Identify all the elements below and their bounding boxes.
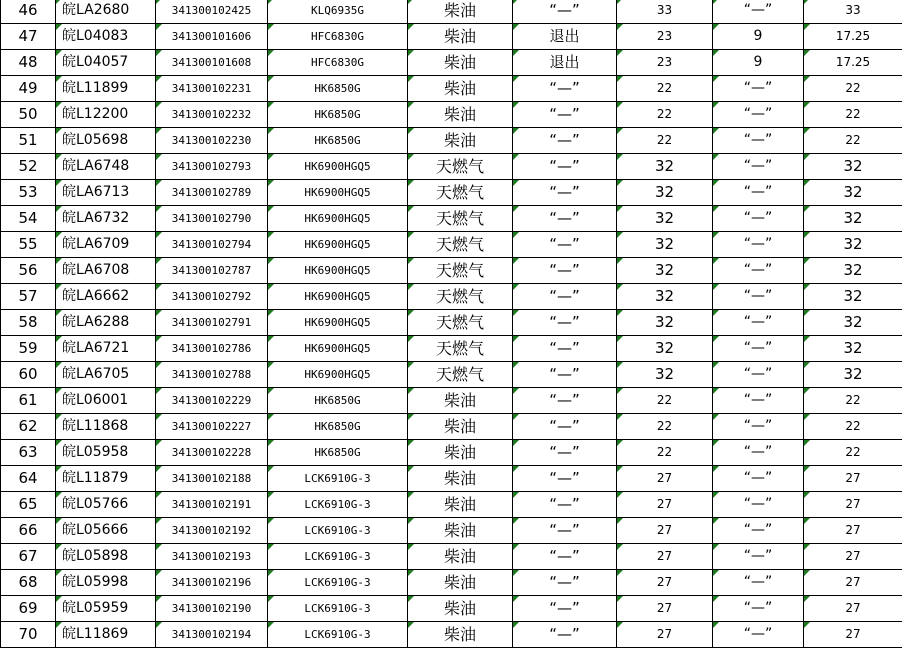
status-cell[interactable]: “—” [513, 466, 617, 492]
vehicle-code-cell[interactable]: 341300102194 [156, 622, 268, 648]
status-cell[interactable]: “—” [513, 388, 617, 414]
status-cell[interactable]: “—” [513, 622, 617, 648]
seats-cell[interactable]: 22 [617, 440, 713, 466]
vehicle-code-cell[interactable]: 341300102229 [156, 388, 268, 414]
plate-cell[interactable]: 皖L05959 [56, 596, 156, 622]
total-cell[interactable]: 22 [804, 128, 902, 154]
vehicle-code-cell[interactable]: 341300102231 [156, 76, 268, 102]
total-cell[interactable]: 32 [804, 180, 902, 206]
status-cell[interactable]: “—” [513, 310, 617, 336]
model-cell[interactable]: HK6850G [268, 388, 408, 414]
seats-cell[interactable]: 32 [617, 232, 713, 258]
table-row [1, 388, 902, 414]
exit-count-cell[interactable]: “—” [713, 128, 804, 154]
seats-cell[interactable]: 27 [617, 622, 713, 648]
plate-cell[interactable]: 皖L05698 [56, 128, 156, 154]
vehicle-code-cell[interactable]: 341300102792 [156, 284, 268, 310]
fuel-cell[interactable]: 柴油 [408, 596, 513, 622]
exit-count-cell[interactable]: “—” [713, 440, 804, 466]
table-row [1, 102, 902, 128]
fuel-cell[interactable]: 柴油 [408, 466, 513, 492]
exit-count-cell[interactable]: “—” [713, 362, 804, 388]
fuel-cell[interactable]: 柴油 [408, 414, 513, 440]
table-row [1, 622, 902, 648]
fuel-cell[interactable]: 柴油 [408, 622, 513, 648]
status-cell[interactable]: “—” [513, 570, 617, 596]
total-cell[interactable]: 33 [804, 0, 902, 24]
plate-cell[interactable]: 皖L11869 [56, 622, 156, 648]
fuel-cell[interactable]: 柴油 [408, 440, 513, 466]
table-row [1, 544, 902, 570]
status-cell[interactable]: 退出 [513, 50, 617, 76]
total-cell[interactable]: 22 [804, 76, 902, 102]
vehicle-code-cell[interactable]: 341300102196 [156, 570, 268, 596]
model-cell[interactable]: HK6850G [268, 414, 408, 440]
model-cell[interactable]: LCK6910G-3 [268, 570, 408, 596]
total-cell[interactable]: 22 [804, 102, 902, 128]
row-number-cell[interactable]: 65 [1, 492, 56, 518]
fuel-cell[interactable]: 天燃气 [408, 180, 513, 206]
seats-cell[interactable]: 27 [617, 492, 713, 518]
table-row [1, 232, 902, 258]
seats-cell[interactable]: 32 [617, 206, 713, 232]
table-row [1, 0, 902, 24]
plate-cell[interactable]: 皖LA6662 [56, 284, 156, 310]
vehicle-code-cell[interactable]: 341300102425 [156, 0, 268, 24]
status-cell[interactable]: “—” [513, 102, 617, 128]
vehicle-code-cell[interactable]: 341300102790 [156, 206, 268, 232]
fuel-cell[interactable]: 柴油 [408, 544, 513, 570]
vehicle-code-cell[interactable]: 341300102793 [156, 154, 268, 180]
row-number-cell[interactable]: 49 [1, 76, 56, 102]
vehicle-code-cell[interactable]: 341300102192 [156, 518, 268, 544]
fuel-cell[interactable]: 天燃气 [408, 206, 513, 232]
seats-cell[interactable]: 27 [617, 518, 713, 544]
exit-count-cell[interactable]: “—” [713, 336, 804, 362]
table-row [1, 310, 902, 336]
plate-cell[interactable]: 皖L04057 [56, 50, 156, 76]
model-cell[interactable]: HK6900HGQ5 [268, 362, 408, 388]
vehicle-code-cell[interactable]: 341300102191 [156, 492, 268, 518]
vehicle-code-cell[interactable]: 341300102791 [156, 310, 268, 336]
table-row [1, 24, 902, 50]
exit-count-cell[interactable]: “—” [713, 284, 804, 310]
seats-cell[interactable]: 22 [617, 102, 713, 128]
total-cell[interactable]: 17.25 [804, 50, 902, 76]
plate-cell[interactable]: 皖L05958 [56, 440, 156, 466]
total-cell[interactable]: 27 [804, 570, 902, 596]
seats-cell[interactable]: 22 [617, 414, 713, 440]
row-number-cell[interactable]: 61 [1, 388, 56, 414]
status-cell[interactable]: “—” [513, 154, 617, 180]
fuel-cell[interactable]: 柴油 [408, 50, 513, 76]
model-cell[interactable]: KLQ6935G [268, 0, 408, 24]
status-cell[interactable]: “—” [513, 544, 617, 570]
exit-count-cell[interactable]: “—” [713, 154, 804, 180]
table-row [1, 180, 902, 206]
vehicle-code-cell[interactable]: 341300102786 [156, 336, 268, 362]
table-row [1, 50, 902, 76]
total-cell[interactable]: 32 [804, 362, 902, 388]
model-cell[interactable]: HK6850G [268, 102, 408, 128]
table-row [1, 492, 902, 518]
table-row [1, 440, 902, 466]
row-number-cell[interactable]: 51 [1, 128, 56, 154]
table-row [1, 128, 902, 154]
vehicle-code-cell[interactable]: 341300102789 [156, 180, 268, 206]
exit-count-cell[interactable]: “—” [713, 518, 804, 544]
plate-cell[interactable]: 皖LA6709 [56, 232, 156, 258]
row-number-cell[interactable]: 47 [1, 24, 56, 50]
table-row [1, 76, 902, 102]
exit-count-cell[interactable]: “—” [713, 76, 804, 102]
vehicle-code-cell[interactable]: 341300102232 [156, 102, 268, 128]
total-cell[interactable]: 32 [804, 154, 902, 180]
fuel-cell[interactable]: 天燃气 [408, 362, 513, 388]
row-number-cell[interactable]: 60 [1, 362, 56, 388]
model-cell[interactable]: LCK6910G-3 [268, 544, 408, 570]
total-cell[interactable]: 17.25 [804, 24, 902, 50]
row-number-cell[interactable]: 53 [1, 180, 56, 206]
status-cell[interactable]: “—” [513, 284, 617, 310]
total-cell[interactable]: 32 [804, 232, 902, 258]
model-cell[interactable]: HK6850G [268, 128, 408, 154]
table-row [1, 596, 902, 622]
row-number-cell[interactable]: 70 [1, 622, 56, 648]
row-number-cell[interactable]: 69 [1, 596, 56, 622]
seats-cell[interactable]: 32 [617, 336, 713, 362]
seats-cell[interactable]: 23 [617, 24, 713, 50]
row-number-cell[interactable]: 46 [1, 0, 56, 24]
exit-count-cell[interactable]: “—” [713, 180, 804, 206]
status-cell[interactable]: “—” [513, 362, 617, 388]
fuel-cell[interactable]: 柴油 [408, 102, 513, 128]
total-cell[interactable]: 22 [804, 414, 902, 440]
vehicle-code-cell[interactable]: 341300102787 [156, 258, 268, 284]
seats-cell[interactable]: 22 [617, 128, 713, 154]
fuel-cell[interactable]: 天燃气 [408, 154, 513, 180]
row-number-cell[interactable]: 67 [1, 544, 56, 570]
row-number-cell[interactable]: 55 [1, 232, 56, 258]
total-cell[interactable]: 27 [804, 622, 902, 648]
total-cell[interactable]: 27 [804, 518, 902, 544]
seats-cell[interactable]: 27 [617, 544, 713, 570]
total-cell[interactable]: 22 [804, 388, 902, 414]
plate-cell[interactable]: 皖L11879 [56, 466, 156, 492]
status-cell[interactable]: “—” [513, 0, 617, 24]
fuel-cell[interactable]: 天燃气 [408, 336, 513, 362]
plate-cell[interactable]: 皖L04083 [56, 24, 156, 50]
total-cell[interactable]: 27 [804, 492, 902, 518]
model-cell[interactable]: HK6900HGQ5 [268, 232, 408, 258]
status-cell[interactable]: “—” [513, 232, 617, 258]
model-cell[interactable]: HK6900HGQ5 [268, 284, 408, 310]
total-cell[interactable]: 32 [804, 310, 902, 336]
status-cell[interactable]: “—” [513, 128, 617, 154]
vehicle-code-cell[interactable]: 341300102794 [156, 232, 268, 258]
plate-cell[interactable]: 皖L11899 [56, 76, 156, 102]
model-cell[interactable]: HK6900HGQ5 [268, 180, 408, 206]
fuel-cell[interactable]: 柴油 [408, 76, 513, 102]
model-cell[interactable]: HK6900HGQ5 [268, 336, 408, 362]
plate-cell[interactable]: 皖LA6705 [56, 362, 156, 388]
status-cell[interactable]: 退出 [513, 24, 617, 50]
total-cell[interactable]: 32 [804, 258, 902, 284]
fuel-cell[interactable]: 柴油 [408, 0, 513, 24]
exit-count-cell[interactable]: 9 [713, 50, 804, 76]
seats-cell[interactable]: 27 [617, 596, 713, 622]
table-row [1, 284, 902, 310]
fuel-cell[interactable]: 柴油 [408, 518, 513, 544]
plate-cell[interactable]: 皖LA6713 [56, 180, 156, 206]
total-cell[interactable]: 22 [804, 440, 902, 466]
status-cell[interactable]: “—” [513, 596, 617, 622]
exit-count-cell[interactable]: “—” [713, 466, 804, 492]
table-row [1, 362, 902, 388]
plate-cell[interactable]: 皖LA6288 [56, 310, 156, 336]
table-row [1, 258, 902, 284]
status-cell[interactable]: “—” [513, 336, 617, 362]
row-number-cell[interactable]: 54 [1, 206, 56, 232]
plate-cell[interactable]: 皖LA6721 [56, 336, 156, 362]
total-cell[interactable]: 32 [804, 336, 902, 362]
fuel-cell[interactable]: 柴油 [408, 570, 513, 596]
model-cell[interactable]: LCK6910G-3 [268, 596, 408, 622]
table-row [1, 570, 902, 596]
fuel-cell[interactable]: 柴油 [408, 128, 513, 154]
row-number-cell[interactable]: 66 [1, 518, 56, 544]
plate-cell[interactable]: 皖LA6748 [56, 154, 156, 180]
exit-count-cell[interactable]: “—” [713, 570, 804, 596]
status-cell[interactable]: “—” [513, 414, 617, 440]
fuel-cell[interactable]: 柴油 [408, 24, 513, 50]
exit-count-cell[interactable]: “—” [713, 492, 804, 518]
row-number-cell[interactable]: 52 [1, 154, 56, 180]
table-row [1, 206, 902, 232]
seats-cell[interactable]: 27 [617, 466, 713, 492]
plate-cell[interactable]: 皖L05766 [56, 492, 156, 518]
fuel-cell[interactable]: 天燃气 [408, 284, 513, 310]
row-number-cell[interactable]: 63 [1, 440, 56, 466]
model-cell[interactable]: HK6900HGQ5 [268, 310, 408, 336]
exit-count-cell[interactable]: “—” [713, 206, 804, 232]
model-cell[interactable]: HK6850G [268, 440, 408, 466]
seats-cell[interactable]: 32 [617, 284, 713, 310]
vehicle-code-cell[interactable]: 341300102228 [156, 440, 268, 466]
model-cell[interactable]: LCK6910G-3 [268, 466, 408, 492]
fuel-cell[interactable]: 天燃气 [408, 232, 513, 258]
table-body [1, 0, 902, 648]
exit-count-cell[interactable]: “—” [713, 0, 804, 24]
plate-cell[interactable]: 皖LA6708 [56, 258, 156, 284]
plate-cell[interactable]: 皖L11868 [56, 414, 156, 440]
total-cell[interactable]: 32 [804, 284, 902, 310]
seats-cell[interactable]: 32 [617, 258, 713, 284]
plate-cell[interactable]: 皖L05898 [56, 544, 156, 570]
model-cell[interactable]: LCK6910G-3 [268, 622, 408, 648]
plate-cell[interactable]: 皖LA2680 [56, 0, 156, 24]
status-cell[interactable]: “—” [513, 258, 617, 284]
table-row [1, 414, 902, 440]
plate-cell[interactable]: 皖L05666 [56, 518, 156, 544]
row-number-cell[interactable]: 64 [1, 466, 56, 492]
model-cell[interactable]: LCK6910G-3 [268, 492, 408, 518]
exit-count-cell[interactable]: “—” [713, 414, 804, 440]
model-cell[interactable]: HK6900HGQ5 [268, 206, 408, 232]
vehicle-code-cell[interactable]: 341300102788 [156, 362, 268, 388]
plate-cell[interactable]: 皖L12200 [56, 102, 156, 128]
vehicle-code-cell[interactable]: 341300101606 [156, 24, 268, 50]
exit-count-cell[interactable]: “—” [713, 258, 804, 284]
exit-count-cell[interactable]: “—” [713, 544, 804, 570]
row-number-cell[interactable]: 58 [1, 310, 56, 336]
row-number-cell[interactable]: 48 [1, 50, 56, 76]
seats-cell[interactable]: 23 [617, 50, 713, 76]
plate-cell[interactable]: 皖L05998 [56, 570, 156, 596]
model-cell[interactable]: HK6900HGQ5 [268, 258, 408, 284]
fuel-cell[interactable]: 柴油 [408, 492, 513, 518]
row-number-cell[interactable]: 68 [1, 570, 56, 596]
exit-count-cell[interactable]: “—” [713, 232, 804, 258]
model-cell[interactable]: HFC6830G [268, 50, 408, 76]
table-row [1, 518, 902, 544]
seats-cell[interactable]: 32 [617, 362, 713, 388]
plate-cell[interactable]: 皖L06001 [56, 388, 156, 414]
total-cell[interactable]: 27 [804, 466, 902, 492]
fuel-cell[interactable]: 柴油 [408, 388, 513, 414]
total-cell[interactable]: 32 [804, 206, 902, 232]
table-row [1, 466, 902, 492]
seats-cell[interactable]: 33 [617, 0, 713, 24]
total-cell[interactable]: 27 [804, 596, 902, 622]
vehicle-code-cell[interactable]: 341300102193 [156, 544, 268, 570]
exit-count-cell[interactable]: “—” [713, 102, 804, 128]
table-row [1, 154, 902, 180]
table-row [1, 336, 902, 362]
total-cell[interactable]: 27 [804, 544, 902, 570]
vehicle-code-cell[interactable]: 341300102227 [156, 414, 268, 440]
exit-count-cell[interactable]: “—” [713, 622, 804, 648]
status-cell[interactable]: “—” [513, 492, 617, 518]
seats-cell[interactable]: 32 [617, 310, 713, 336]
seats-cell[interactable]: 22 [617, 388, 713, 414]
status-cell[interactable]: “—” [513, 518, 617, 544]
plate-cell[interactable]: 皖LA6732 [56, 206, 156, 232]
seats-cell[interactable]: 27 [617, 570, 713, 596]
exit-count-cell[interactable]: “—” [713, 596, 804, 622]
status-cell[interactable]: “—” [513, 440, 617, 466]
status-cell[interactable]: “—” [513, 206, 617, 232]
status-cell[interactable]: “—” [513, 76, 617, 102]
row-number-cell[interactable]: 56 [1, 258, 56, 284]
row-number-cell[interactable]: 59 [1, 336, 56, 362]
model-cell[interactable]: HK6900HGQ5 [268, 154, 408, 180]
fuel-cell[interactable]: 天燃气 [408, 258, 513, 284]
seats-cell[interactable]: 22 [617, 76, 713, 102]
model-cell[interactable]: HK6850G [268, 76, 408, 102]
exit-count-cell[interactable]: “—” [713, 388, 804, 414]
status-cell[interactable]: “—” [513, 180, 617, 206]
model-cell[interactable]: LCK6910G-3 [268, 518, 408, 544]
vehicle-code-cell[interactable]: 341300102230 [156, 128, 268, 154]
seats-cell[interactable]: 32 [617, 154, 713, 180]
seats-cell[interactable]: 32 [617, 180, 713, 206]
row-number-cell[interactable]: 50 [1, 102, 56, 128]
fuel-cell[interactable]: 天燃气 [408, 310, 513, 336]
vehicle-code-cell[interactable]: 341300101608 [156, 50, 268, 76]
vehicle-code-cell[interactable]: 341300102188 [156, 466, 268, 492]
exit-count-cell[interactable]: 9 [713, 24, 804, 50]
model-cell[interactable]: HFC6830G [268, 24, 408, 50]
row-number-cell[interactable]: 57 [1, 284, 56, 310]
row-number-cell[interactable]: 62 [1, 414, 56, 440]
vehicle-code-cell[interactable]: 341300102190 [156, 596, 268, 622]
exit-count-cell[interactable]: “—” [713, 310, 804, 336]
